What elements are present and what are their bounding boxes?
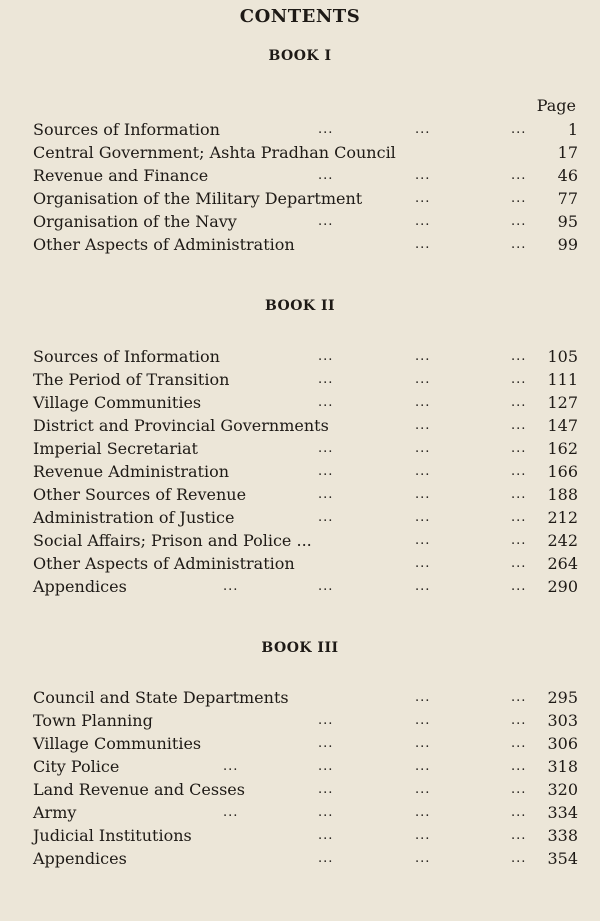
dot-leader: ... [415, 851, 431, 866]
dot-leader: ... [511, 487, 527, 502]
toc-list [33, 345, 578, 598]
toc-entry[interactable] [33, 210, 578, 233]
toc-entry-page-number: 334 [547, 803, 578, 822]
dot-leader: ... [511, 191, 527, 206]
toc-entry-title: District and Provincial Governments [33, 416, 329, 435]
toc-entry-title: Administration of Justice [33, 508, 235, 527]
toc-entry[interactable] [33, 732, 578, 755]
dot-leader: ... [318, 168, 334, 183]
toc-entry-page-number: 105 [547, 347, 578, 366]
dot-leader: ... [223, 579, 239, 594]
toc-entry-page-number: 212 [547, 508, 578, 527]
dot-leader: ... [511, 395, 527, 410]
dot-leader: ... [415, 690, 431, 705]
dot-leader: ... [415, 191, 431, 206]
dot-leader: ... [318, 214, 334, 229]
dot-leader: ... [318, 395, 334, 410]
dot-leader: ... [511, 782, 527, 797]
toc-entry[interactable] [33, 141, 578, 164]
toc-entry[interactable] [33, 847, 578, 870]
toc-list [33, 686, 578, 870]
toc-entry-page-number: 290 [547, 577, 578, 596]
toc-list [33, 118, 578, 256]
dot-leader: ... [415, 214, 431, 229]
toc-entry[interactable] [33, 506, 578, 529]
dot-leader: ... [318, 759, 334, 774]
toc-entry[interactable] [33, 187, 578, 210]
dot-leader: ... [511, 418, 527, 433]
toc-entry-page-number: 1 [567, 120, 578, 139]
dot-leader: ... [511, 556, 527, 571]
toc-entry[interactable] [33, 709, 578, 732]
toc-entry[interactable] [33, 118, 578, 141]
dot-leader: ... [415, 349, 431, 364]
book-heading: BOOK I [268, 48, 332, 64]
toc-entry-title: Sources of Information [33, 347, 220, 366]
toc-entry-page-number: 46 [557, 166, 578, 185]
dot-leader: ... [415, 464, 431, 479]
toc-entry-title: Land Revenue and Cesses [33, 780, 245, 799]
toc-entry-title: Council and State Departments [33, 688, 289, 707]
toc-entry-title: The Period of Transition [33, 370, 230, 389]
dot-leader: ... [415, 418, 431, 433]
book-heading: BOOK II [264, 298, 336, 314]
toc-entry-title: Social Affairs; Prison and Police ... [33, 531, 312, 550]
dot-leader: ... [511, 168, 527, 183]
toc-entry[interactable] [33, 529, 578, 552]
toc-entry-page-number: 166 [547, 462, 578, 481]
toc-entry[interactable] [33, 164, 578, 187]
toc-entry[interactable] [33, 483, 578, 506]
dot-leader: ... [318, 851, 334, 866]
dot-leader: ... [415, 441, 431, 456]
toc-entry-page-number: 295 [547, 688, 578, 707]
toc-entry-page-number: 111 [547, 370, 578, 389]
toc-entry-title: Revenue and Finance [33, 166, 209, 185]
dot-leader: ... [415, 237, 431, 252]
toc-entry-page-number: 320 [547, 780, 578, 799]
toc-entry-page-number: 264 [547, 554, 578, 573]
toc-entry-page-number: 303 [547, 711, 578, 730]
toc-entry-page-number: 95 [557, 212, 578, 231]
toc-entry[interactable] [33, 345, 578, 368]
dot-leader: ... [415, 372, 431, 387]
toc-entry-title: Imperial Secretariat [33, 439, 198, 458]
toc-entry-title: Army [33, 803, 77, 822]
toc-entry-title: Village Communities [33, 734, 202, 753]
toc-entry-title: Village Communities [33, 393, 202, 412]
toc-entry-title: Appendices [33, 849, 127, 868]
toc-entry[interactable] [33, 460, 578, 483]
dot-leader: ... [318, 510, 334, 525]
toc-entry[interactable] [33, 552, 578, 575]
toc-entry-title: City Police [33, 757, 120, 776]
toc-entry-page-number: 306 [547, 734, 578, 753]
dot-leader: ... [415, 579, 431, 594]
toc-entry[interactable] [33, 368, 578, 391]
dot-leader: ... [318, 487, 334, 502]
dot-leader: ... [415, 736, 431, 751]
dot-leader: ... [415, 805, 431, 820]
toc-entry[interactable] [33, 755, 578, 778]
dot-leader: ... [318, 122, 334, 137]
dot-leader: ... [511, 713, 527, 728]
dot-leader: ... [511, 214, 527, 229]
dot-leader: ... [511, 122, 527, 137]
dot-leader: ... [511, 851, 527, 866]
dot-leader: ... [415, 828, 431, 843]
dot-leader: ... [415, 782, 431, 797]
toc-entry-page-number: 17 [557, 143, 578, 162]
dot-leader: ... [511, 349, 527, 364]
dot-leader: ... [223, 805, 239, 820]
toc-entry-page-number: 162 [547, 439, 578, 458]
toc-entry-title: Central Government; Ashta Pradhan Council [33, 143, 396, 162]
dot-leader: ... [415, 395, 431, 410]
toc-entry[interactable] [33, 778, 578, 801]
contents-title: CONTENTS [239, 6, 361, 27]
dot-leader: ... [511, 579, 527, 594]
dot-leader: ... [415, 487, 431, 502]
dot-leader: ... [511, 372, 527, 387]
dot-leader: ... [511, 237, 527, 252]
dot-leader: ... [511, 510, 527, 525]
dot-leader: ... [511, 690, 527, 705]
dot-leader: ... [318, 372, 334, 387]
page-column-heading: Page [536, 96, 576, 115]
dot-leader: ... [511, 441, 527, 456]
toc-entry[interactable] [33, 414, 578, 437]
toc-entry[interactable] [33, 437, 578, 460]
toc-entry-title: Revenue Administration [33, 462, 230, 481]
toc-entry-title: Other Aspects of Administration [33, 235, 295, 254]
toc-entry[interactable] [33, 824, 578, 847]
toc-entry-title: Other Sources of Revenue [33, 485, 247, 504]
dot-leader: ... [415, 556, 431, 571]
dot-leader: ... [318, 349, 334, 364]
toc-entry-title: Judicial Institutions [33, 826, 192, 845]
dot-leader: ... [415, 510, 431, 525]
dot-leader: ... [511, 464, 527, 479]
dot-leader: ... [318, 579, 334, 594]
toc-entry[interactable] [33, 686, 578, 709]
book-heading: BOOK III [261, 640, 339, 656]
toc-entry-page-number: 127 [547, 393, 578, 412]
toc-entry[interactable] [33, 575, 578, 598]
dot-leader: ... [511, 759, 527, 774]
toc-entry-page-number: 242 [547, 531, 578, 550]
dot-leader: ... [318, 805, 334, 820]
toc-entry-page-number: 318 [547, 757, 578, 776]
toc-entry-page-number: 99 [557, 235, 578, 254]
toc-entry-page-number: 188 [547, 485, 578, 504]
toc-entry-page-number: 77 [557, 189, 578, 208]
dot-leader: ... [511, 533, 527, 548]
dot-leader: ... [318, 782, 334, 797]
dot-leader: ... [415, 122, 431, 137]
dot-leader: ... [318, 736, 334, 751]
toc-entry-title: Appendices [33, 577, 127, 596]
dot-leader: ... [318, 828, 334, 843]
dot-leader: ... [415, 759, 431, 774]
toc-entry-page-number: 338 [547, 826, 578, 845]
toc-entry-title: Town Planning [33, 711, 153, 730]
dot-leader: ... [511, 828, 527, 843]
toc-entry-title: Sources of Information [33, 120, 220, 139]
dot-leader: ... [511, 736, 527, 751]
dot-leader: ... [223, 759, 239, 774]
toc-entry[interactable] [33, 391, 578, 414]
dot-leader: ... [415, 168, 431, 183]
dot-leader: ... [511, 805, 527, 820]
dot-leader: ... [415, 713, 431, 728]
toc-entry-title: Other Aspects of Administration [33, 554, 295, 573]
toc-entry-title: Organisation of the Navy [33, 212, 237, 231]
toc-entry-title: Organisation of the Military Department [33, 189, 363, 208]
toc-entry[interactable] [33, 801, 578, 824]
toc-entry[interactable] [33, 233, 578, 256]
toc-entry-page-number: 354 [547, 849, 578, 868]
toc-entry-page-number: 147 [547, 416, 578, 435]
dot-leader: ... [318, 464, 334, 479]
dot-leader: ... [415, 533, 431, 548]
dot-leader: ... [318, 713, 334, 728]
dot-leader: ... [318, 441, 334, 456]
